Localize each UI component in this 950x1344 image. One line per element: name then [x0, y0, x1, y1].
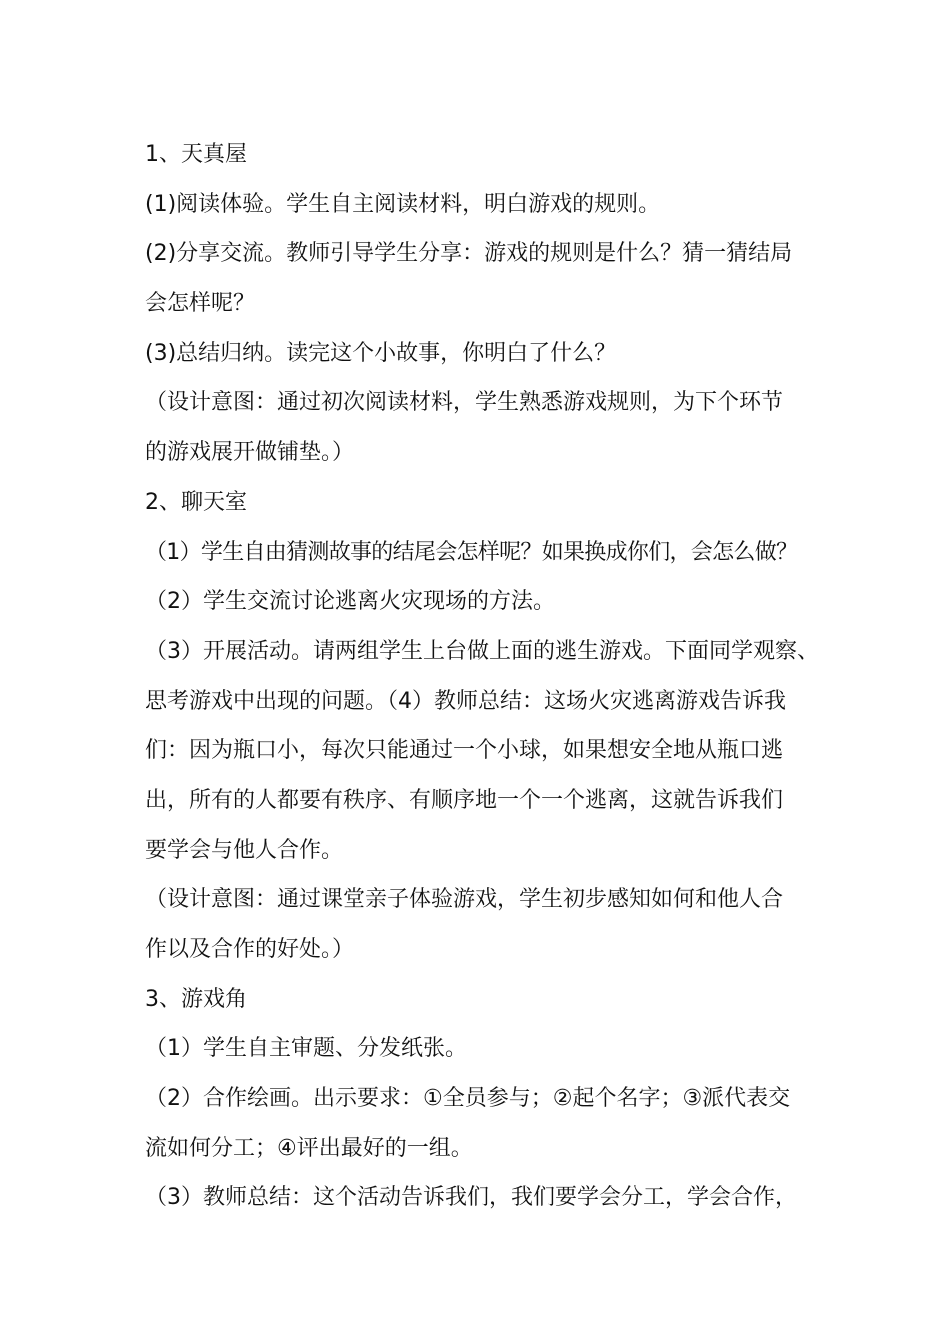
- paragraph-line: （1）学生自由猜测故事的结尾会怎样呢？如果换成你们，会怎么做？: [145, 539, 798, 565]
- paragraph-line: （2）学生交流讨论逃离火灾现场的方法。: [145, 589, 555, 615]
- section-heading-3: 3、游戏角: [145, 986, 247, 1012]
- section-heading-1: 1、天真屋: [145, 142, 247, 167]
- paragraph-line: (1)阅读体验。学生自主阅读材料，明白游戏的规则。: [145, 191, 661, 217]
- paragraph-line: (2)分享交流。教师引导学生分享：游戏的规则是什么？猜一猜结局: [145, 241, 793, 267]
- design-intent-line: （设计意图：通过课堂亲子体验游戏，学生初步感知如何和他人合: [145, 887, 784, 913]
- paragraph-line: （3）开展活动。请两组学生上台做上面的逃生游戏。下面同学观察、: [145, 638, 819, 664]
- section-heading-2: 2、聊天室: [145, 489, 247, 515]
- paragraph-line: (3)总结归纳。读完这个小故事，你明白了什么？: [145, 340, 617, 366]
- paragraph-line: （1）学生自主审题、分发纸张。: [145, 1036, 467, 1062]
- paragraph-line: 流如何分工；④评出最好的一组。: [145, 1135, 473, 1161]
- paragraph-line: 们：因为瓶口小，每次只能通过一个小球，如果想安全地从瓶口逃: [145, 738, 784, 764]
- paragraph-line: （3）教师总结：这个活动告诉我们，我们要学会分工，学会合作，: [145, 1185, 797, 1211]
- document-body: [145, 130, 830, 1223]
- paragraph-line: 会怎样呢？: [145, 291, 256, 317]
- design-intent-line: 的游戏展开做铺垫。）: [145, 440, 355, 466]
- paragraph-line: 出，所有的人都要有秩序、有顺序地一个一个逃离，这就告诉我们: [145, 787, 784, 813]
- paragraph-line: 要学会与他人合作。: [145, 837, 344, 863]
- design-intent-line: （设计意图：通过初次阅读材料，学生熟悉游戏规则，为下个环节: [145, 390, 784, 416]
- paragraph-line: （2）合作绘画。出示要求：①全员参与；②起个名字；③派代表交: [145, 1086, 791, 1112]
- paragraph-line: 思考游戏中出现的问题。（4）教师总结：这场火灾逃离游戏告诉我: [145, 688, 786, 714]
- design-intent-line: 作以及合作的好处。）: [145, 937, 355, 962]
